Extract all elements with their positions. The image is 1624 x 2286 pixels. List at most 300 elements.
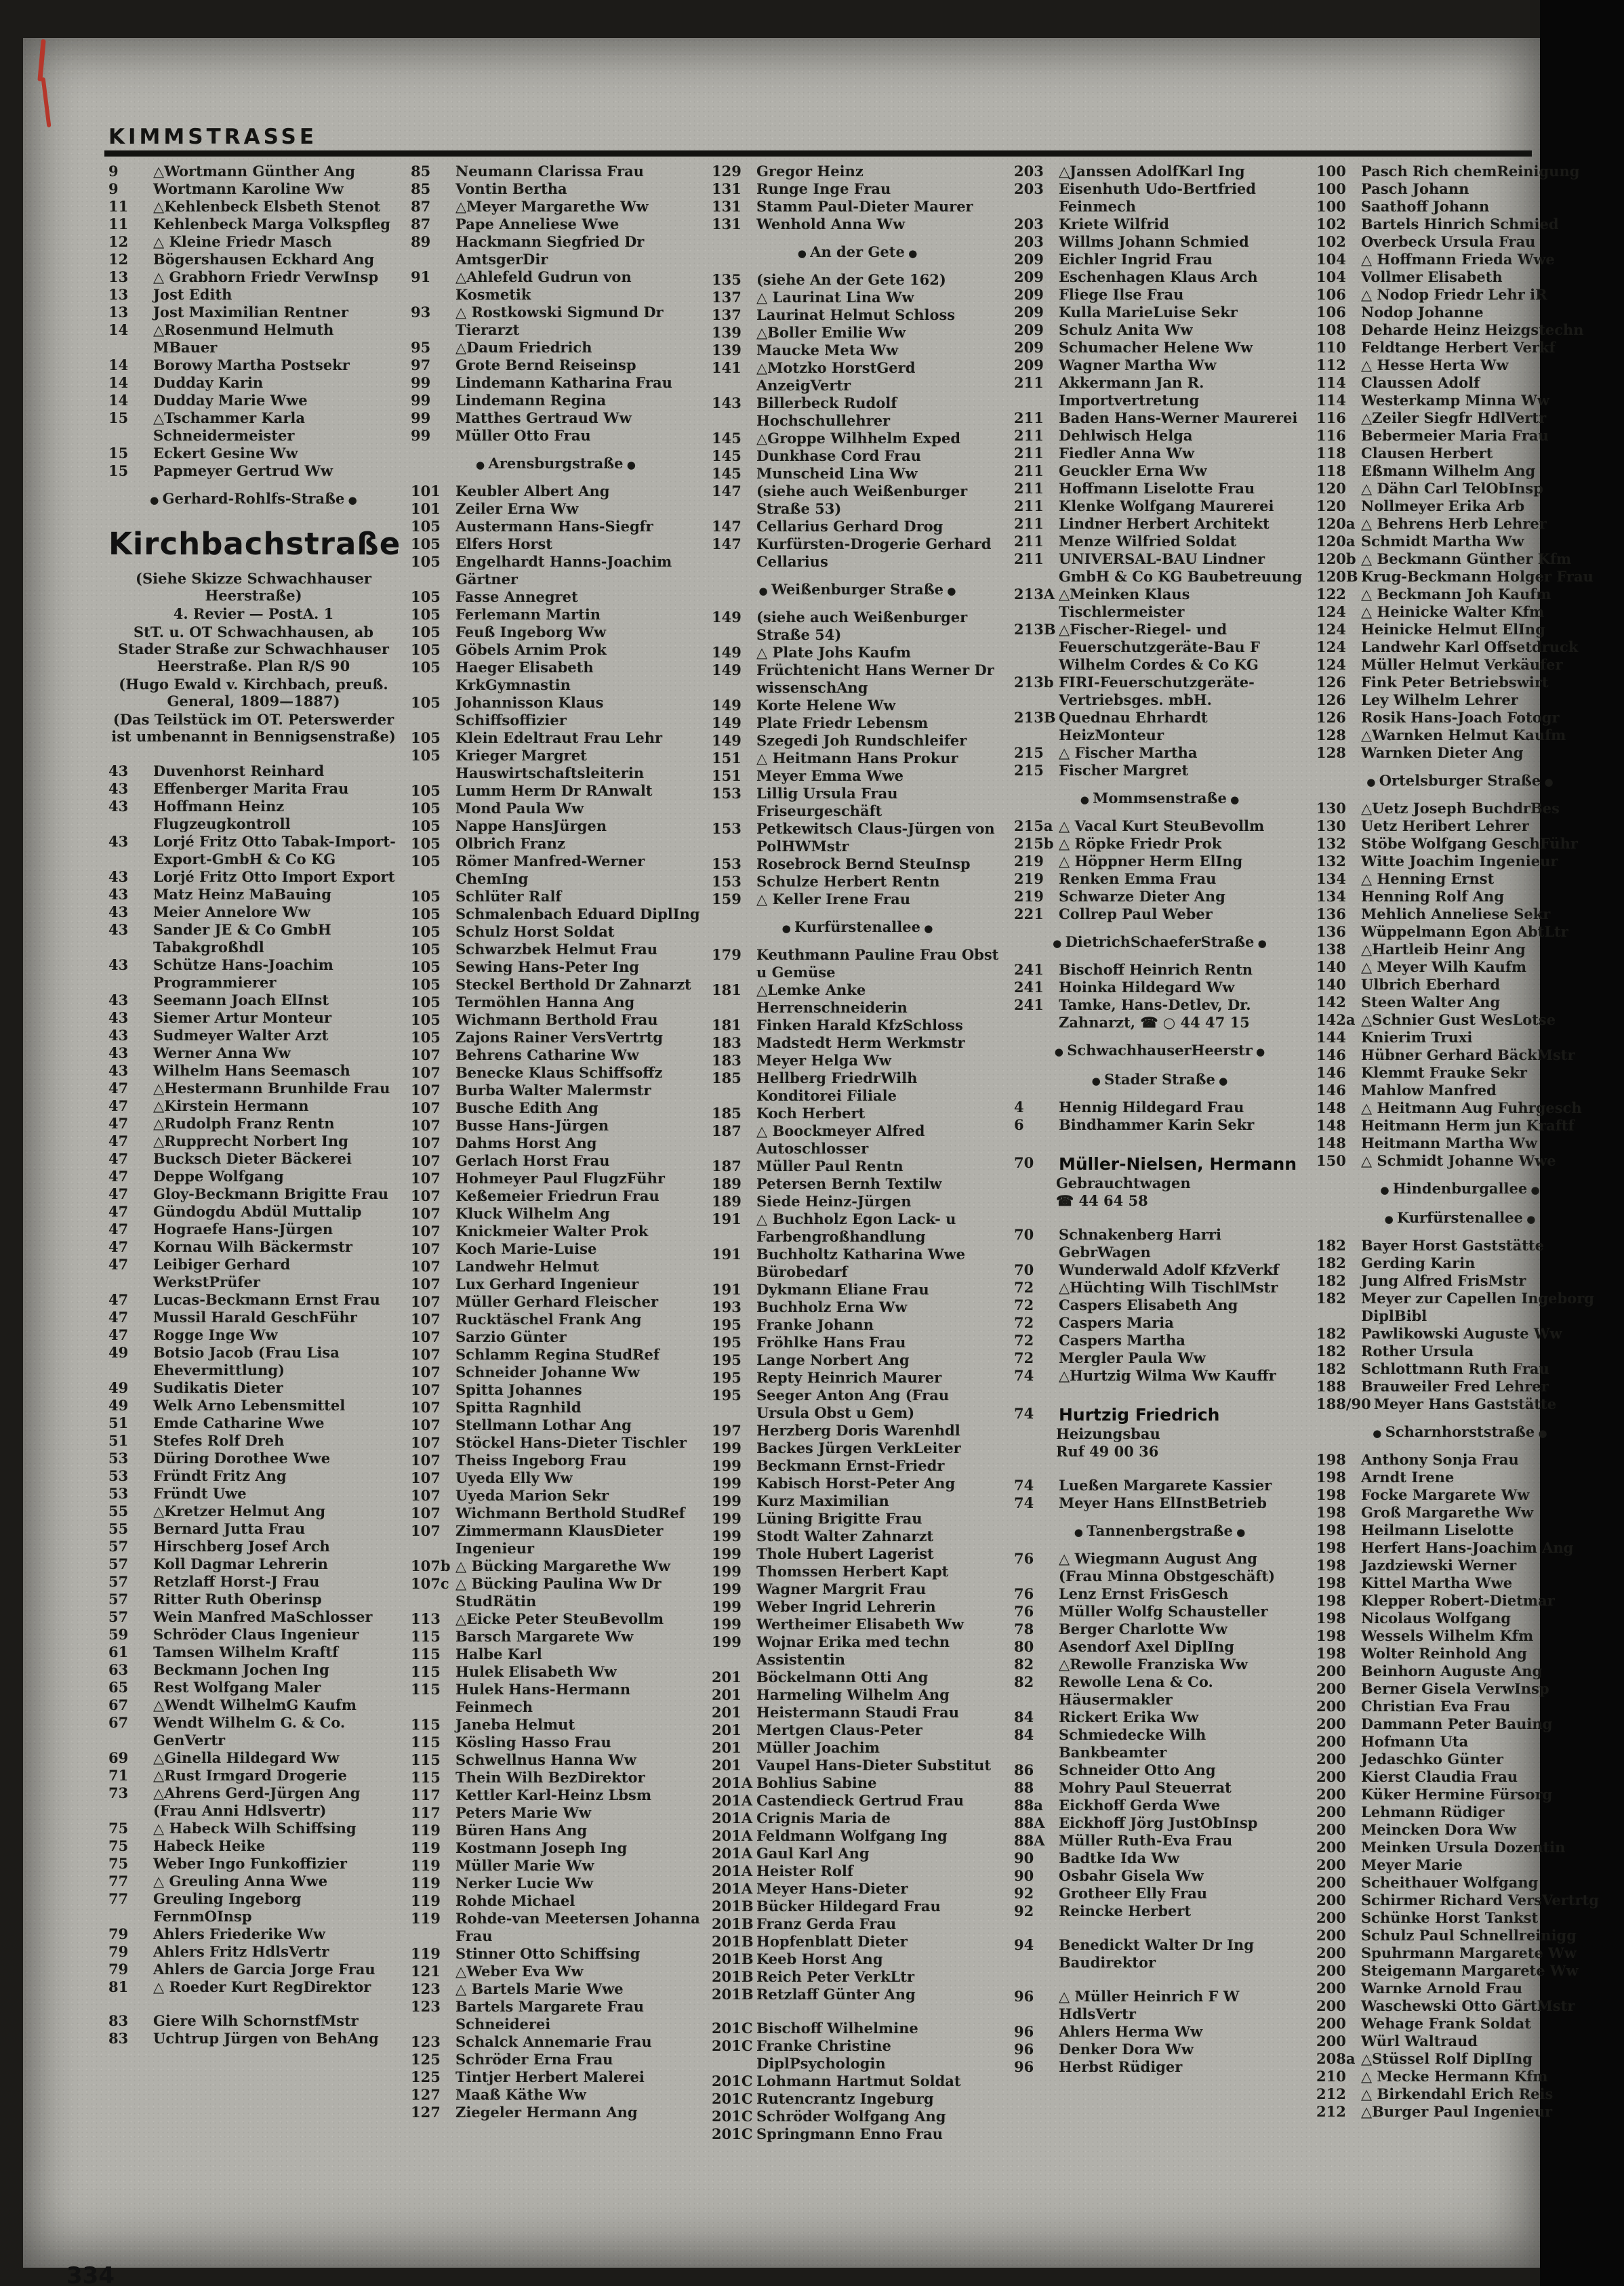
street-ref: ● An der Gete ●	[712, 243, 1003, 262]
entry-row	[712, 1633, 1003, 1669]
entry-text: Renken Emma Frau	[1059, 870, 1217, 887]
entry-row	[712, 1175, 1003, 1193]
entry-text: Castendieck Gertrud Frau	[756, 1792, 965, 1809]
entry-row	[712, 644, 1003, 661]
entry-text: Quednau Ehrhardt HeizMonteur	[1059, 709, 1208, 743]
entry-text: Tamke, Hans-Detlev, Dr. Zahnarzt, ☎ ○ 44 47 15	[1059, 996, 1251, 1031]
entry-row	[108, 1608, 399, 1626]
house-number: 96	[1014, 2041, 1034, 2058]
note-line: (Das Teilstück im OT. Peterswerder ist umbenannt in Bennigsenstraße)	[111, 711, 396, 745]
entry-row	[411, 553, 701, 588]
house-number: 90	[1014, 1867, 1034, 1884]
entry-text: △ Bartels Marie Wwe	[455, 1980, 624, 1997]
entry-text: Koll Dagmar Lehrerin	[153, 1555, 328, 1572]
entry-text: Kettler Karl-Heinz Lbsm	[455, 1787, 652, 1803]
entry-row	[712, 891, 1003, 908]
house-number: 200	[1316, 1997, 1346, 2014]
entry-row	[1316, 1698, 1604, 1715]
entry-row	[411, 1857, 701, 1875]
house-number: 116	[1316, 409, 1346, 426]
house-number: 182	[1316, 1272, 1346, 1289]
entry-text: Meyer zur Capellen Ingeborg DiplBibl	[1361, 1290, 1594, 1324]
entry-row	[411, 1505, 701, 1522]
house-number: 209	[1014, 304, 1044, 321]
entry-text: Hellberg FriedrWilh Konditorei Filiale	[756, 1069, 918, 1104]
entry-row	[1014, 1620, 1305, 1638]
entry-row	[712, 1069, 1003, 1105]
entry-text: Kulla MarieLuise Sekr	[1059, 304, 1238, 321]
house-number: 107	[411, 1434, 441, 1451]
entry-text: Plate Friedr Lebensm	[756, 714, 929, 731]
entry-row	[411, 1364, 701, 1381]
entry-text: Billerbeck Rudolf Hochschullehrer	[756, 394, 897, 429]
entry-row	[1316, 2085, 1604, 2103]
house-number: 119	[411, 1910, 441, 1927]
house-number: 201A	[712, 1774, 753, 1791]
house-number: 47	[108, 1238, 129, 1255]
entry-text: Bucksch Dieter Bäckerei	[153, 1150, 352, 1167]
entry-row	[108, 1503, 399, 1520]
entry-text: Seemann Joach ElInst	[153, 992, 329, 1008]
house-number: 201	[712, 1739, 742, 1756]
house-number: 201B	[712, 1986, 754, 2003]
entry-text: △Motzko HorstGerd AnzeigVertr	[756, 359, 916, 394]
entry-text: Schalck Annemarie Frau	[455, 2033, 652, 2050]
entry-text: Wüppelmann Egon AbtLtr	[1361, 923, 1568, 940]
house-number: 200	[1316, 1944, 1346, 1961]
house-number: 209	[1014, 356, 1044, 373]
house-number: 201B	[712, 1968, 754, 1985]
entry-text: △Ahlefeld Gudrun von Kosmetik	[455, 268, 632, 303]
entry-row	[1014, 1226, 1305, 1261]
entry-text: Ahlers Friederike Ww	[153, 1925, 326, 1942]
house-number: 145	[712, 465, 742, 482]
entry-row	[1316, 1733, 1604, 1751]
house-number: 43	[108, 780, 129, 797]
house-number: 215b	[1014, 835, 1054, 852]
entry-row	[1316, 1645, 1604, 1662]
entry-text: Sewing Hans-Peter Ing	[455, 958, 639, 975]
house-number: 199	[712, 1580, 742, 1597]
house-number: 47	[108, 1080, 129, 1097]
entry-text: Hofmann Uta	[1361, 1733, 1469, 1750]
house-number: 200	[1316, 1962, 1346, 1979]
entry-text: △ Nodop Friedr Lehr iR	[1361, 286, 1547, 303]
entry-text: Heinicke Helmut ElIng	[1361, 621, 1545, 638]
house-number: 211	[1014, 427, 1044, 444]
entry-row	[1014, 1779, 1305, 1797]
entry-row	[712, 855, 1003, 873]
entry-text: Müller-Nielsen, Hermann	[1059, 1154, 1297, 1174]
business-detail-line: Gebrauchtwagen	[1056, 1175, 1191, 1191]
entry-row	[712, 873, 1003, 891]
entry-row	[712, 1669, 1003, 1686]
entry-row	[1316, 1395, 1604, 1413]
entry-text: Kehlenbeck Marga Volkspfleg	[153, 216, 390, 232]
entry-row	[411, 2068, 701, 2086]
entry-row	[712, 1281, 1003, 1299]
house-number: 201A	[712, 1862, 753, 1879]
house-number: 181	[712, 1017, 742, 1034]
entry-row	[411, 941, 701, 958]
entry-row	[712, 1862, 1003, 1880]
house-number: 195	[712, 1351, 742, 1368]
entry-row	[1014, 1867, 1305, 1885]
entry-row	[411, 1135, 701, 1152]
entry-text: Wenhold Anna Ww	[756, 216, 906, 232]
entry-row	[411, 1998, 701, 2033]
entry-text: △Wortmann Günther Ang	[153, 163, 355, 180]
house-number: 88A	[1014, 1814, 1045, 1831]
entry-text: Schirmer Richard VersVertrtg	[1361, 1892, 1599, 1909]
entry-text: Mussil Harald GeschFühr	[153, 1309, 357, 1326]
house-number: 134	[1316, 870, 1346, 887]
house-number: 107	[411, 1064, 441, 1081]
entry-row	[411, 1716, 701, 1734]
house-number: 12	[108, 251, 129, 268]
house-number: 198	[1316, 1627, 1346, 1644]
house-number: 123	[411, 1980, 441, 1997]
entry-row	[712, 2090, 1003, 2108]
entry-row	[411, 1751, 701, 1769]
entry-text: Stinner Otto Schiffsing	[455, 1945, 641, 1962]
entry-row	[712, 306, 1003, 324]
house-number: 195	[712, 1334, 742, 1351]
entry-text: △Warnken Helmut Kaufm	[1361, 727, 1566, 743]
entry-text: △Weber Eva Ww	[455, 1963, 584, 1980]
entry-row	[411, 817, 701, 835]
entry-text: Werner Anna Ww	[153, 1044, 291, 1061]
entry-row	[411, 518, 701, 535]
entry-row	[712, 483, 1003, 518]
entry-text: Fründt Fritz Ang	[153, 1467, 287, 1484]
entry-text: △ Kleine Friedr Masch	[153, 233, 332, 250]
entry-row	[712, 1915, 1003, 1933]
house-number: 208a	[1316, 2050, 1356, 2067]
entry-text: Eickhoff Jörg JustObInsp	[1059, 1814, 1258, 1831]
entry-row	[108, 1221, 399, 1238]
entry-row	[712, 661, 1003, 697]
entry-row	[712, 2125, 1003, 2143]
entry-text: Fasse Annegret	[455, 588, 578, 605]
entry-text: △Hüchting Wilh TischlMstr	[1059, 1279, 1278, 1296]
house-number: 76	[1014, 1550, 1034, 1567]
house-number: 139	[712, 342, 742, 359]
entry-text: Schünke Horst Tankst	[1361, 1909, 1539, 1926]
house-number: 88A	[1014, 1832, 1045, 1849]
house-number: 119	[411, 1839, 441, 1856]
entry-text: Müller Otto Frau	[455, 427, 591, 444]
house-number: 63	[108, 1661, 129, 1678]
house-number: 81	[108, 1978, 129, 1995]
entry-text: Krug-Beckmann Holger Frau	[1361, 568, 1593, 585]
entry-text: Osbahr Gisela Ww	[1059, 1867, 1204, 1884]
entry-text: Mergler Paula Ww	[1059, 1349, 1206, 1366]
entry-row	[108, 1890, 399, 1925]
entry-text: Rosik Hans-Joach Fotogr	[1361, 709, 1560, 726]
entry-row	[1316, 1522, 1604, 1539]
entry-text: △Stüssel Rolf DiplIng	[1361, 2050, 1532, 2067]
entry-row	[1316, 568, 1604, 586]
entry-row	[1014, 1494, 1305, 1512]
entry-text: Westerkamp Minna Ww	[1361, 392, 1549, 409]
entry-row	[712, 1810, 1003, 1827]
entry-text: Bohlius Sabine	[756, 1774, 877, 1791]
house-number: 105	[411, 941, 441, 958]
house-number: 210	[1316, 2068, 1346, 2085]
entry-row	[1014, 1314, 1305, 1332]
entry-text: Hennig Hildegard Frau	[1059, 1099, 1244, 1116]
house-number: 74	[1014, 1367, 1034, 1384]
house-number: 13	[108, 286, 129, 303]
entry-text: △ Bücking Margarethe Ww	[455, 1557, 670, 1574]
house-number: 120B	[1316, 568, 1358, 585]
entry-text: Focke Margarete Ww	[1361, 1486, 1530, 1503]
entry-row	[1316, 727, 1604, 744]
entry-text: Franke Christine DiplPsychologin	[756, 2037, 891, 2072]
entry-text: Siede Heinz-Jürgen	[756, 1193, 912, 1210]
entry-row	[1316, 2068, 1604, 2085]
entry-text: Runge Inge Frau	[756, 180, 891, 197]
entry-row	[712, 1968, 1003, 1986]
entry-row	[411, 427, 701, 445]
entry-row	[1014, 1261, 1305, 1279]
entry-row	[1316, 462, 1604, 480]
entry-text: Munscheid Lina Ww	[756, 465, 918, 482]
entry-row	[712, 750, 1003, 767]
entry-row	[1316, 1343, 1604, 1360]
house-number: 198	[1316, 1469, 1346, 1486]
entry-row	[1316, 1486, 1604, 1504]
entry-text: Asendorf Axel DiplIng	[1059, 1638, 1234, 1655]
entry-text: Thole Hubert Lagerist	[756, 1545, 934, 1562]
house-number: 201	[712, 1704, 742, 1721]
gap	[712, 2003, 1003, 2020]
house-number: 212	[1316, 2103, 1346, 2120]
entry-text: Wehage Frank Soldat	[1361, 2015, 1531, 2032]
entry-text: Wichmann Berthold Frau	[455, 1011, 658, 1028]
entry-row	[411, 1557, 701, 1575]
house-number: 105	[411, 923, 441, 940]
entry-text: Vollmer Elisabeth	[1361, 268, 1503, 285]
entry-text: Wojnar Erika med techn Assistentin	[756, 1633, 950, 1668]
house-number: 105	[411, 535, 441, 552]
house-number: 107	[411, 1452, 441, 1469]
entry-text: Bebermeier Maria Frau	[1361, 427, 1549, 444]
entry-text: Ziegeler Hermann Ang	[455, 2104, 638, 2121]
entry-text: △Rupprecht Norbert Ing	[153, 1132, 348, 1149]
entry-text: Wendt Wilhelm G. & Co. GenVertr	[153, 1714, 346, 1749]
house-number: 126	[1316, 674, 1346, 691]
entry-text: Müller Helmut Verkäufer	[1361, 656, 1563, 673]
entry-text: Nappe HansJürgen	[455, 817, 607, 834]
entry-row	[1316, 356, 1604, 374]
entry-row	[1316, 1592, 1604, 1610]
entry-text: Buchholtz Katharina Wwe Bürobedarf	[756, 1246, 965, 1280]
entry-row	[1014, 1332, 1305, 1349]
entry-row	[108, 1344, 399, 1379]
gap	[1014, 1920, 1305, 1936]
entry-text: Ulbrich Eberhard	[1361, 976, 1501, 993]
entry-text: Pasch Rich chemReinigung	[1361, 163, 1580, 180]
entry-text: Barsch Margarete Ww	[455, 1628, 634, 1645]
entry-row	[411, 1663, 701, 1681]
house-number: 203	[1014, 233, 1044, 250]
house-number: 79	[108, 1961, 129, 1978]
entry-text: Heilmann Liselotte	[1361, 1522, 1514, 1538]
house-number: 201C	[712, 2108, 753, 2125]
entry-row	[1014, 870, 1305, 888]
entry-text: △ Hesse Herta Ww	[1361, 356, 1509, 373]
house-number: 76	[1014, 1585, 1034, 1602]
entry-row	[1316, 905, 1604, 923]
entry-text: Caspers Elisabeth Ang	[1059, 1297, 1238, 1313]
entry-row	[1014, 233, 1305, 251]
house-number: 201A	[712, 1810, 753, 1826]
entry-row	[1316, 744, 1604, 762]
entry-row	[108, 1644, 399, 1661]
entry-text: △ Hoffmann Frieda Wwe	[1361, 251, 1555, 268]
entry-text: Nerker Lucie Ww	[455, 1875, 594, 1892]
entry-text: Theiss Ingeborg Frau	[455, 1452, 627, 1469]
entry-text: Lenz Ernst FrisGesch	[1059, 1585, 1229, 1602]
entry-text: Wichmann Berthold StudRef	[455, 1505, 685, 1522]
entry-row	[411, 1522, 701, 1557]
house-number: 211	[1014, 550, 1044, 567]
entry-text: Jazdziewski Werner	[1361, 1557, 1517, 1574]
entry-row	[411, 1804, 701, 1822]
house-number: 57	[108, 1538, 129, 1555]
house-number: 124	[1316, 621, 1346, 638]
entry-text: Herbst Rüdiger	[1059, 2058, 1183, 2075]
entry-row	[1316, 1272, 1604, 1290]
house-number: 93	[411, 304, 431, 321]
entry-row	[1014, 533, 1305, 550]
entry-text: Thein Wilh BezDirektor	[455, 1769, 645, 1786]
entry-row	[1014, 1477, 1305, 1494]
entry-text: Benecke Klaus Schiffsoffz	[455, 1064, 663, 1081]
house-number: 65	[108, 1679, 129, 1696]
entry-text: Schlüter Ralf	[455, 888, 562, 905]
house-number: 11	[108, 216, 129, 232]
entry-row	[108, 921, 399, 956]
entry-text: Hulek Elisabeth Ww	[455, 1663, 617, 1680]
house-number: 211	[1014, 445, 1044, 462]
entry-row	[108, 1238, 399, 1256]
street-ref: ● Kurfürstenallee ●	[712, 918, 1003, 937]
entry-row	[712, 1845, 1003, 1862]
house-number: 14	[108, 392, 129, 409]
house-number: 79	[108, 1925, 129, 1942]
house-number: 120a	[1316, 533, 1356, 550]
entry-row	[1316, 1803, 1604, 1821]
house-number: 199	[712, 1510, 742, 1527]
entry-text: △Rudolph Franz Rentn	[153, 1115, 335, 1132]
entry-row	[411, 1223, 701, 1240]
entry-row	[1316, 1786, 1604, 1803]
house-number: 47	[108, 1185, 129, 1202]
entry-text: Wortmann Karoline Ww	[153, 180, 344, 197]
entry-text: Lüning Brigitte Frau	[756, 1510, 922, 1527]
entry-row	[712, 946, 1003, 981]
entry-row	[108, 1837, 399, 1855]
house-number: 115	[411, 1681, 441, 1698]
entry-text: Petersen Bernh Textilw	[756, 1175, 942, 1192]
entry-row	[1316, 674, 1604, 691]
house-number: 120	[1316, 497, 1346, 514]
entry-row	[108, 762, 399, 780]
entry-row	[411, 1980, 701, 1998]
entry-row	[411, 782, 701, 800]
house-number: 147	[712, 535, 742, 552]
entry-text: Dykmann Eliane Frau	[756, 1281, 929, 1298]
entry-text: Beckmann Jochen Ing	[153, 1661, 329, 1678]
entry-row	[712, 1986, 1003, 2003]
house-number: 86	[1014, 1761, 1034, 1778]
entry-row	[411, 994, 701, 1011]
entry-row	[1014, 2023, 1305, 2041]
entry-row	[411, 304, 701, 339]
house-number: 87	[411, 198, 431, 215]
street-ref: ● Stader Straße ●	[1014, 1071, 1305, 1090]
entry-text: Scheithauer Wolfgang	[1361, 1874, 1539, 1891]
entry-row	[712, 1510, 1003, 1528]
entry-row	[1316, 976, 1604, 994]
entry-text: △Kretzer Helmut Ang	[153, 1503, 326, 1519]
gap	[1014, 1210, 1305, 1226]
entry-row	[108, 1520, 399, 1538]
entry-text: Schmiedecke Wilh Bankbeamter	[1059, 1726, 1206, 1761]
entry-text: Dudday Marie Wwe	[153, 392, 308, 409]
entry-row	[1014, 356, 1305, 374]
entry-row	[108, 1168, 399, 1185]
house-number: 147	[712, 483, 742, 499]
entry-text: △ Heitmann Aug Fuhrgesch	[1361, 1099, 1582, 1116]
house-number: 100	[1316, 198, 1346, 215]
house-number: 128	[1316, 727, 1346, 743]
running-head-street: KIMMSTRASSE	[108, 125, 318, 149]
entry-row	[411, 1064, 701, 1082]
gap	[1014, 1385, 1305, 1401]
street-ref: ● Weißenburger Straße ●	[712, 581, 1003, 600]
house-number: 124	[1316, 603, 1346, 620]
entry-text: Landwehr Helmut	[455, 1258, 599, 1275]
house-number: 105	[411, 729, 441, 746]
house-number: 200	[1316, 1803, 1346, 1820]
red-annotation-mark	[37, 39, 45, 81]
entry-row	[1014, 1761, 1305, 1779]
house-number: 107	[411, 1187, 441, 1204]
entry-text: Lorjé Fritz Otto Tabak-Import-Export-GmbH & Co KG	[153, 833, 396, 868]
house-number: 105	[411, 606, 441, 623]
house-number: 107	[411, 1046, 441, 1063]
entry-text: Vontin Bertha	[455, 180, 567, 197]
entry-row	[1316, 2103, 1604, 2121]
house-number: 211	[1014, 533, 1044, 550]
entry-row	[712, 1739, 1003, 1757]
house-number: 188	[1316, 1378, 1346, 1395]
entry-row	[1316, 304, 1604, 321]
entry-text: Overbeck Ursula Frau	[1361, 233, 1536, 250]
entry-text: Kabisch Horst-Peter Ang	[756, 1475, 956, 1492]
entry-text: Buchholz Erna Ww	[756, 1299, 908, 1315]
entry-text: Jedaschko Günter	[1361, 1751, 1503, 1768]
entry-text: △ Heitmann Hans Prokur	[756, 750, 958, 767]
entry-text: (siehe auch Weißenburger Straße 53)	[756, 483, 968, 517]
house-number: 102	[1316, 233, 1346, 250]
entry-text: Beinhorn Auguste Ang	[1361, 1662, 1543, 1679]
house-number: 74	[1014, 1494, 1034, 1511]
